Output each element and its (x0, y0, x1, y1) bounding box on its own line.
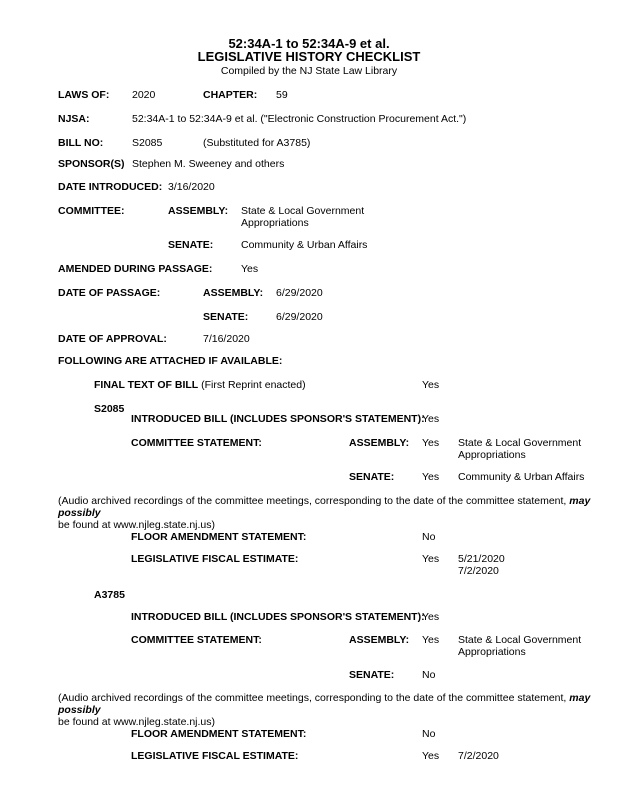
a3785-assembly-label: ASSEMBLY: (349, 634, 410, 646)
a3785-assembly-comm2: Appropriations (458, 646, 526, 658)
a3785-introduced-value: Yes (422, 611, 440, 623)
a3785-fiscal-label: LEGISLATIVE FISCAL ESTIMATE: (131, 750, 299, 762)
laws-of-value: 2020 (132, 89, 156, 101)
a3785-audio-note-text: (Audio archived recordings of the committee meetings, corresponding to the date of the committee statement, (58, 692, 570, 704)
bill-no-label: BILL NO: (58, 137, 104, 149)
s2085-senate-label: SENATE: (349, 471, 395, 483)
amended-value: Yes (241, 263, 259, 275)
date-of-approval-label: DATE OF APPROVAL: (58, 333, 167, 345)
sponsors-value: Stephen M. Sweeney and others (132, 158, 285, 170)
njsa-label: NJSA: (58, 113, 90, 125)
s2085-assembly-comm1: State & Local Government (458, 437, 582, 449)
s2085-fiscal-date1: 5/21/2020 (458, 553, 505, 565)
document-title: 52:34A-1 to 52:34A-9 et al. (228, 36, 390, 51)
date-of-approval-value: 7/16/2020 (203, 333, 250, 345)
final-text-value: Yes (422, 379, 440, 391)
date-introduced-label: DATE INTRODUCED: (58, 181, 163, 193)
passage-assembly-label: ASSEMBLY: (203, 287, 264, 299)
committee-assembly-line1: State & Local Government (241, 205, 365, 217)
attached-heading: FOLLOWING ARE ATTACHED IF AVAILABLE: (58, 355, 283, 367)
s2085-senate-comm: Community & Urban Affairs (458, 471, 585, 483)
s2085-label: S2085 (94, 403, 125, 415)
laws-of-label: LAWS OF: (58, 89, 110, 101)
bill-no-note: (Substituted for A3785) (203, 137, 311, 149)
s2085-floor-label: FLOOR AMENDMENT STATEMENT: (131, 531, 307, 543)
a3785-floor-value: No (422, 728, 436, 740)
bill-no-value: S2085 (132, 137, 163, 149)
chapter-value: 59 (276, 89, 288, 101)
committee-assembly-label: ASSEMBLY: (168, 205, 229, 217)
sponsors-label: SPONSOR(S) (58, 158, 125, 170)
njsa-value: 52:34A-1 to 52:34A-9 et al. ("Electronic Construction Procurement Act.") (132, 113, 467, 125)
a3785-audio-note (58, 692, 606, 728)
s2085-introduced-label: INTRODUCED BILL (INCLUDES SPONSOR'S STATEMENT): (131, 413, 425, 425)
s2085-assembly-comm2: Appropriations (458, 449, 526, 461)
committee-senate-label: SENATE: (168, 239, 214, 251)
s2085-fiscal-value: Yes (422, 553, 440, 565)
compiled-by: Compiled by the NJ State Law Library (220, 65, 398, 77)
s2085-audio-note (58, 495, 606, 531)
final-text-note: (First Reprint enacted) (201, 379, 306, 391)
date-of-passage-label: DATE OF PASSAGE: (58, 287, 161, 299)
passage-assembly-value: 6/29/2020 (276, 287, 323, 299)
s2085-fiscal-date2: 7/2/2020 (458, 565, 499, 577)
date-introduced-value: 3/16/2020 (168, 181, 215, 193)
a3785-label: A3785 (94, 589, 125, 601)
a3785-audio-note-link-text: be found at www.njleg.state.nj.us) (58, 716, 216, 728)
a3785-assembly-value: Yes (422, 634, 440, 646)
committee-senate-value: Community & Urban Affairs (241, 239, 368, 251)
a3785-assembly-comm1: State & Local Government (458, 634, 582, 646)
a3785-floor-label: FLOOR AMENDMENT STATEMENT: (131, 728, 307, 740)
chapter-label: CHAPTER: (203, 89, 258, 101)
s2085-assembly-label: ASSEMBLY: (349, 437, 410, 449)
s2085-introduced-value: Yes (422, 413, 440, 425)
final-text-label: FINAL TEXT OF BILL (94, 379, 199, 391)
document-subtitle: LEGISLATIVE HISTORY CHECKLIST (197, 49, 421, 64)
a3785-introduced-label: INTRODUCED BILL (INCLUDES SPONSOR'S STATEMENT): (131, 611, 425, 623)
a3785-fiscal-value: Yes (422, 750, 440, 762)
committee-label: COMMITTEE: (58, 205, 125, 217)
s2085-committee-label: COMMITTEE STATEMENT: (131, 437, 262, 449)
passage-senate-label: SENATE: (203, 311, 249, 323)
amended-label: AMENDED DURING PASSAGE: (58, 263, 213, 275)
s2085-audio-note-link-text: be found at www.njleg.state.nj.us) (58, 519, 216, 531)
a3785-fiscal-date1: 7/2/2020 (458, 750, 499, 762)
a3785-senate-label: SENATE: (349, 669, 395, 681)
final-text-row (94, 379, 306, 391)
a3785-committee-label: COMMITTEE STATEMENT: (131, 634, 262, 646)
passage-senate-value: 6/29/2020 (276, 311, 323, 323)
committee-assembly-line2: Appropriations (241, 217, 309, 229)
s2085-floor-value: No (422, 531, 436, 543)
s2085-senate-value: Yes (422, 471, 440, 483)
s2085-audio-note-text: (Audio archived recordings of the committee meetings, corresponding to the date of the committee statement, (58, 495, 570, 507)
s2085-audio-note-emphasis: may possibly (58, 495, 591, 519)
s2085-fiscal-label: LEGISLATIVE FISCAL ESTIMATE: (131, 553, 299, 565)
s2085-assembly-value: Yes (422, 437, 440, 449)
a3785-audio-note-emphasis: may possibly (58, 692, 591, 716)
a3785-senate-value: No (422, 669, 436, 681)
